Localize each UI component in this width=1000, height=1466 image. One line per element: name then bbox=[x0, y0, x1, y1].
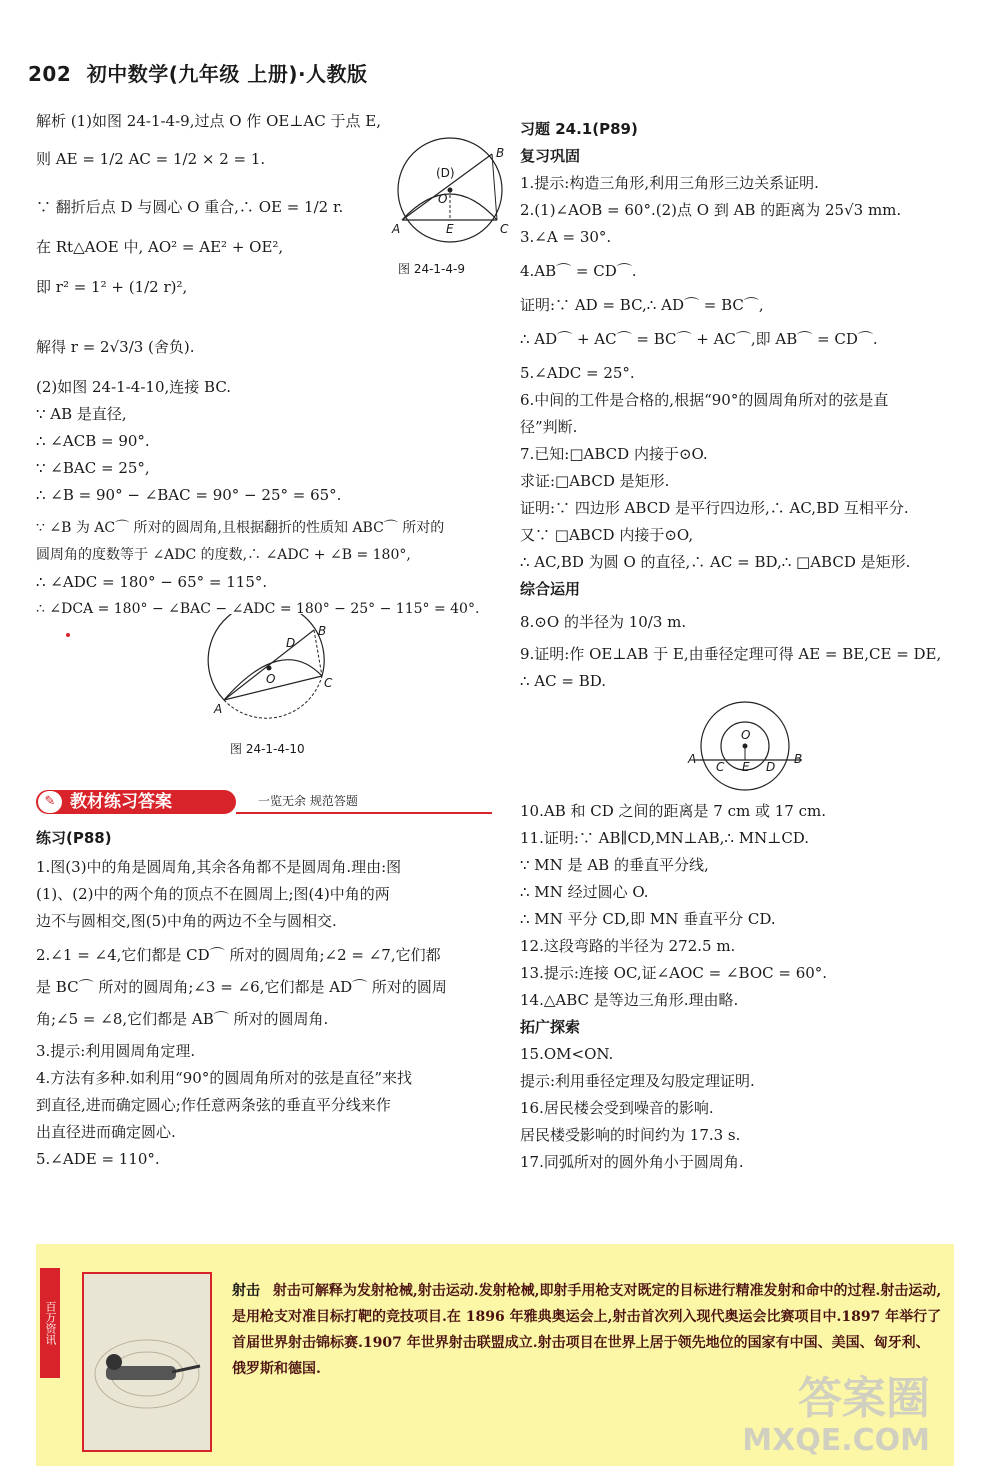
exercise-line: 10.AB 和 CD 之间的距离是 7 cm 或 17 cm. bbox=[520, 802, 827, 820]
exercise-line: 6.中间的工件是合格的,根据“90°的圆周角所对的弦是直 bbox=[520, 391, 889, 409]
exercise-line: 13.提示:连接 OC,证∠AOC = ∠BOC = 60°. bbox=[520, 964, 828, 982]
practice-line: 4.方法有多种.如利用“90°的圆周角所对的弦是直径”来找 bbox=[36, 1069, 413, 1087]
label-B: B bbox=[318, 624, 327, 638]
solution-line: ∴ ∠ACB = 90°. bbox=[36, 432, 150, 450]
exercise-line: 3.∠A = 30°. bbox=[520, 228, 612, 246]
exercise-line: 14.△ABC 是等边三角形.理由略. bbox=[520, 991, 739, 1009]
solution-line: 即 r² = 1² + (1/2 r)², bbox=[36, 278, 188, 296]
section-application: 综合运用 bbox=[520, 580, 581, 598]
banner-subtitle: 一览无余 规范答题 bbox=[258, 794, 358, 808]
practice-line: 是 BC⌒ 所对的圆周角;∠3 = ∠6,它们都是 AD⌒ 所对的圆周 bbox=[36, 978, 447, 996]
figure-caption: 图 24-1-4-10 bbox=[230, 742, 305, 756]
solution-line: ∵ 翻折后点 D 与圆心 O 重合,∴ OE = 1/2 r. bbox=[36, 198, 344, 216]
solution-line: (2)如图 24-1-4-10,连接 BC. bbox=[36, 378, 232, 396]
exercise-line: ∴ MN 经过圆心 O. bbox=[520, 883, 649, 901]
banner-rule bbox=[236, 812, 492, 814]
exercise-line: ∴ AC = BD. bbox=[520, 672, 607, 690]
practice-line: 5.∠ADE = 110°. bbox=[36, 1150, 160, 1168]
exercise-line: 2.(1)∠AOB = 60°.(2)点 O 到 AB 的距离为 25√3 mm. bbox=[520, 201, 902, 219]
label-D-paren: (D) bbox=[436, 166, 455, 180]
watermark bbox=[742, 1374, 930, 1458]
exercise-line: ∴ MN 平分 CD,即 MN 垂直平分 CD. bbox=[520, 910, 776, 928]
label-D: D bbox=[766, 760, 776, 774]
solution-line: 则 AE = 1/2 AC = 1/2 × 2 = 1. bbox=[36, 150, 266, 168]
label-E: E bbox=[446, 222, 454, 236]
practice-heading: 练习(P88) bbox=[36, 829, 112, 847]
sidebar-text bbox=[232, 1278, 942, 1382]
book-title: 初中数学(九年级 上册)·人教版 bbox=[86, 62, 368, 86]
exercise-line: 15.OM<ON. bbox=[520, 1045, 614, 1063]
practice-line: 出直径进而确定圆心. bbox=[36, 1123, 176, 1141]
exercise-line: 12.这段弯路的半径为 272.5 m. bbox=[520, 937, 736, 955]
section-extension: 拓广探索 bbox=[520, 1018, 581, 1036]
watermark-line1: 答案圈 bbox=[798, 1373, 930, 1424]
exercise-line: 1.提示:构造三角形,利用三角形三边关系证明. bbox=[520, 174, 819, 192]
exercise-line: ∴ AC,BD 为圆 O 的直径,∴ AC = BD,∴ □ABCD 是矩形. bbox=[520, 553, 911, 571]
exercise-heading: 习题 24.1(P89) bbox=[520, 120, 638, 138]
page-header bbox=[28, 58, 368, 87]
solution-line: 圆周角的度数等于 ∠ADC 的度数,∴ ∠ADC + ∠B = 180°, bbox=[36, 547, 411, 563]
solution-line: ∴ ∠DCA = 180° − ∠BAC − ∠ADC = 180° − 25° − 115° = 40°. bbox=[36, 601, 480, 617]
practice-line: 1.图(3)中的角是圆周角,其余各角都不是圆周角.理由:图 bbox=[36, 858, 402, 876]
label-O: O bbox=[741, 728, 751, 742]
exercise-section-cont bbox=[520, 798, 980, 1176]
banner-title: ✎ 教材练习答案 bbox=[36, 790, 236, 814]
exercise-line: ∴ AD⌒ + AC⌒ = BC⌒ + AC⌒,即 AB⌒ = CD⌒. bbox=[520, 330, 878, 348]
solution-line: 在 Rt△AOE 中, AO² = AE² + OE², bbox=[36, 238, 284, 256]
label-O: O bbox=[266, 672, 276, 686]
exercise-line: 5.∠ADC = 25°. bbox=[520, 364, 635, 382]
practice-line: (1)、(2)中的两个角的顶点不在圆周上;图(4)中角的两 bbox=[36, 885, 390, 903]
label-A: A bbox=[214, 702, 223, 716]
practice-section bbox=[36, 825, 496, 1173]
sidebar-title: 射击 bbox=[232, 1283, 260, 1299]
exercise-line: 7.已知:□ABCD 内接于⊙O. bbox=[520, 445, 708, 463]
exercise-line: 9.证明:作 OE⊥AB 于 E,由垂径定理可得 AE = BE,CE = DE, bbox=[520, 645, 942, 663]
exercise-line: 提示:利用垂径定理及勾股定理证明. bbox=[520, 1072, 755, 1090]
label-C: C bbox=[500, 222, 509, 236]
sidebar-tag: 百万资讯 bbox=[40, 1268, 60, 1378]
red-dot bbox=[66, 633, 70, 637]
label-O: O bbox=[438, 192, 448, 206]
practice-line: 边不与圆相交,图(5)中角的两边不全与圆相交. bbox=[36, 912, 337, 930]
exercise-line: 居民楼受影响的时间约为 17.3 s. bbox=[520, 1126, 741, 1144]
exercise-line: 证明:∵ 四边形 ABCD 是平行四边形,∴ AC,BD 互相平分. bbox=[520, 499, 909, 517]
answers-banner bbox=[36, 790, 492, 816]
solution-line: ∴ ∠ADC = 180° − 65° = 115°. bbox=[36, 573, 268, 591]
exercise-line: ∵ MN 是 AB 的垂直平分线, bbox=[520, 856, 709, 874]
solution-line: ∴ ∠B = 90° − ∠BAC = 90° − 25° = 65°. bbox=[36, 486, 342, 504]
figure-24-1-4-10 bbox=[202, 614, 332, 724]
practice-line: 2.∠1 = ∠4,它们都是 CD⌒ 所对的圆周角;∠2 = ∠7,它们都 bbox=[36, 946, 441, 964]
solution-line: ∵ AB 是直径, bbox=[36, 405, 127, 423]
exercise-line: 8.⊙O 的半径为 10/3 m. bbox=[520, 613, 687, 631]
exercise-line: 11.证明:∵ AB∥CD,MN⊥AB,∴ MN⊥CD. bbox=[520, 829, 810, 847]
solution-line: ∵ ∠BAC = 25°, bbox=[36, 459, 150, 477]
solution-line: 解析 (1)如图 24-1-4-9,过点 O 作 OE⊥AC 于点 E, bbox=[36, 112, 381, 130]
concentric-circles-figure bbox=[690, 698, 810, 798]
label-B: B bbox=[496, 146, 505, 160]
exercise-line: 径”判断. bbox=[520, 418, 578, 436]
label-E: E bbox=[742, 760, 750, 774]
exercise-line: 证明:∵ AD = BC,∴ AD⌒ = BC⌒, bbox=[520, 296, 764, 314]
exercise-line: 4.AB⌒ = CD⌒. bbox=[520, 262, 637, 280]
exercise-section bbox=[520, 116, 980, 695]
shooting-image bbox=[82, 1272, 212, 1452]
solution-line: ∵ ∠B 为 AC⌒ 所对的圆周角,且根据翻折的性质知 ABC⌒ 所对的 bbox=[36, 520, 445, 536]
exercise-line: 又∵ □ABCD 内接于⊙O, bbox=[520, 526, 694, 544]
exercise-line: 17.同弧所对的圆外角小于圆周角. bbox=[520, 1153, 744, 1171]
practice-line: 到直径,进而确定圆心;作任意两条弦的垂直平分线来作 bbox=[36, 1096, 391, 1114]
label-A: A bbox=[688, 752, 697, 766]
label-C: C bbox=[716, 760, 725, 774]
banner-badge-icon: ✎ bbox=[38, 791, 62, 813]
figure-caption: 图 24-1-4-9 bbox=[398, 262, 465, 276]
practice-line: 角;∠5 = ∠8,它们都是 AB⌒ 所对的圆周角. bbox=[36, 1010, 329, 1028]
watermark-line2: MXQE.COM bbox=[742, 1423, 930, 1458]
exercise-line: 16.居民楼会受到噪音的影响. bbox=[520, 1099, 714, 1117]
section-review: 复习巩固 bbox=[520, 147, 581, 165]
exercise-line: 求证:□ABCD 是矩形. bbox=[520, 472, 670, 490]
sidebar-body: 射击可解释为发射枪械,射击运动.发射枪械,即射手用枪支对既定的目标进行精准发射和命中的过程.射击运动,是用枪支对准目标打靶的竞技项目.在 1896 年雅典奥运会上,射击首次列入现代奥运会比赛项目中.1897 年举行了首届世界射击锦标赛.1907 年世界射击联盟成立.射击项目在世界上居于领先地位的国家有中国、美国、匈牙利、俄罗斯和德国. bbox=[232, 1283, 942, 1377]
label-B: B bbox=[794, 752, 803, 766]
info-sidebar bbox=[36, 1244, 954, 1466]
page-number: 202 bbox=[28, 62, 72, 86]
solution-line: 解得 r = 2√3/3 (舍负). bbox=[36, 338, 195, 356]
figure-24-1-4-9 bbox=[392, 128, 512, 248]
label-D: D bbox=[286, 636, 296, 650]
label-C: C bbox=[324, 676, 333, 690]
label-A: A bbox=[392, 222, 401, 236]
practice-line: 3.提示:利用圆周角定理. bbox=[36, 1042, 196, 1060]
